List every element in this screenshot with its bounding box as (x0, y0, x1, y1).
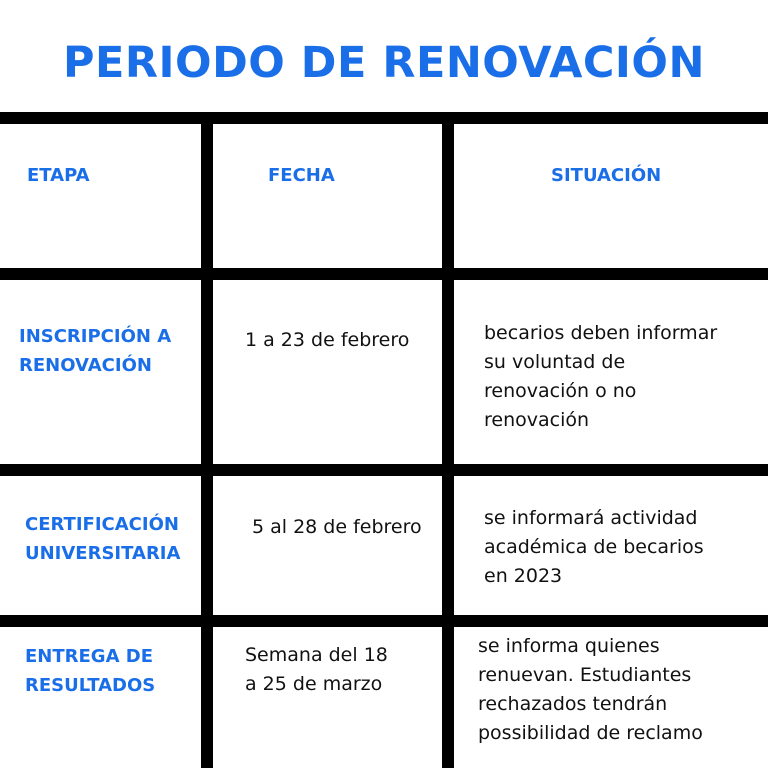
header-situacion: SITUACIÓN (551, 165, 662, 186)
stage-cell: INSCRIPCIÓN A RENOVACIÓN (19, 326, 172, 376)
status-cell: becarios deben informar su voluntad de renovación o no renovación (484, 322, 718, 431)
table-top-border (0, 112, 768, 124)
header-fecha: FECHA (268, 165, 335, 186)
status-cell: se informa quienes renuevan. Estudiantes rechazados tendrán possibilidad de reclamo (478, 635, 703, 744)
column-divider (201, 112, 213, 768)
page-title: PERIODO DE RENOVACIÓN (63, 38, 705, 88)
status-cell: se informará actividad académica de becarios en 2023 (484, 507, 704, 587)
column-divider (442, 112, 454, 768)
header-etapa: ETAPA (27, 165, 90, 186)
row-divider (0, 615, 768, 627)
row-divider (0, 464, 768, 476)
date-cell: Semana del 18 a 25 de marzo (245, 644, 388, 695)
date-cell: 1 a 23 de febrero (245, 329, 410, 351)
row-divider (0, 268, 768, 280)
date-cell: 5 al 28 de febrero (252, 516, 422, 538)
stage-cell: CERTIFICACIÓN UNIVERSITARIA (25, 514, 181, 564)
stage-cell: ENTREGA DE RESULTADOS (25, 646, 156, 696)
